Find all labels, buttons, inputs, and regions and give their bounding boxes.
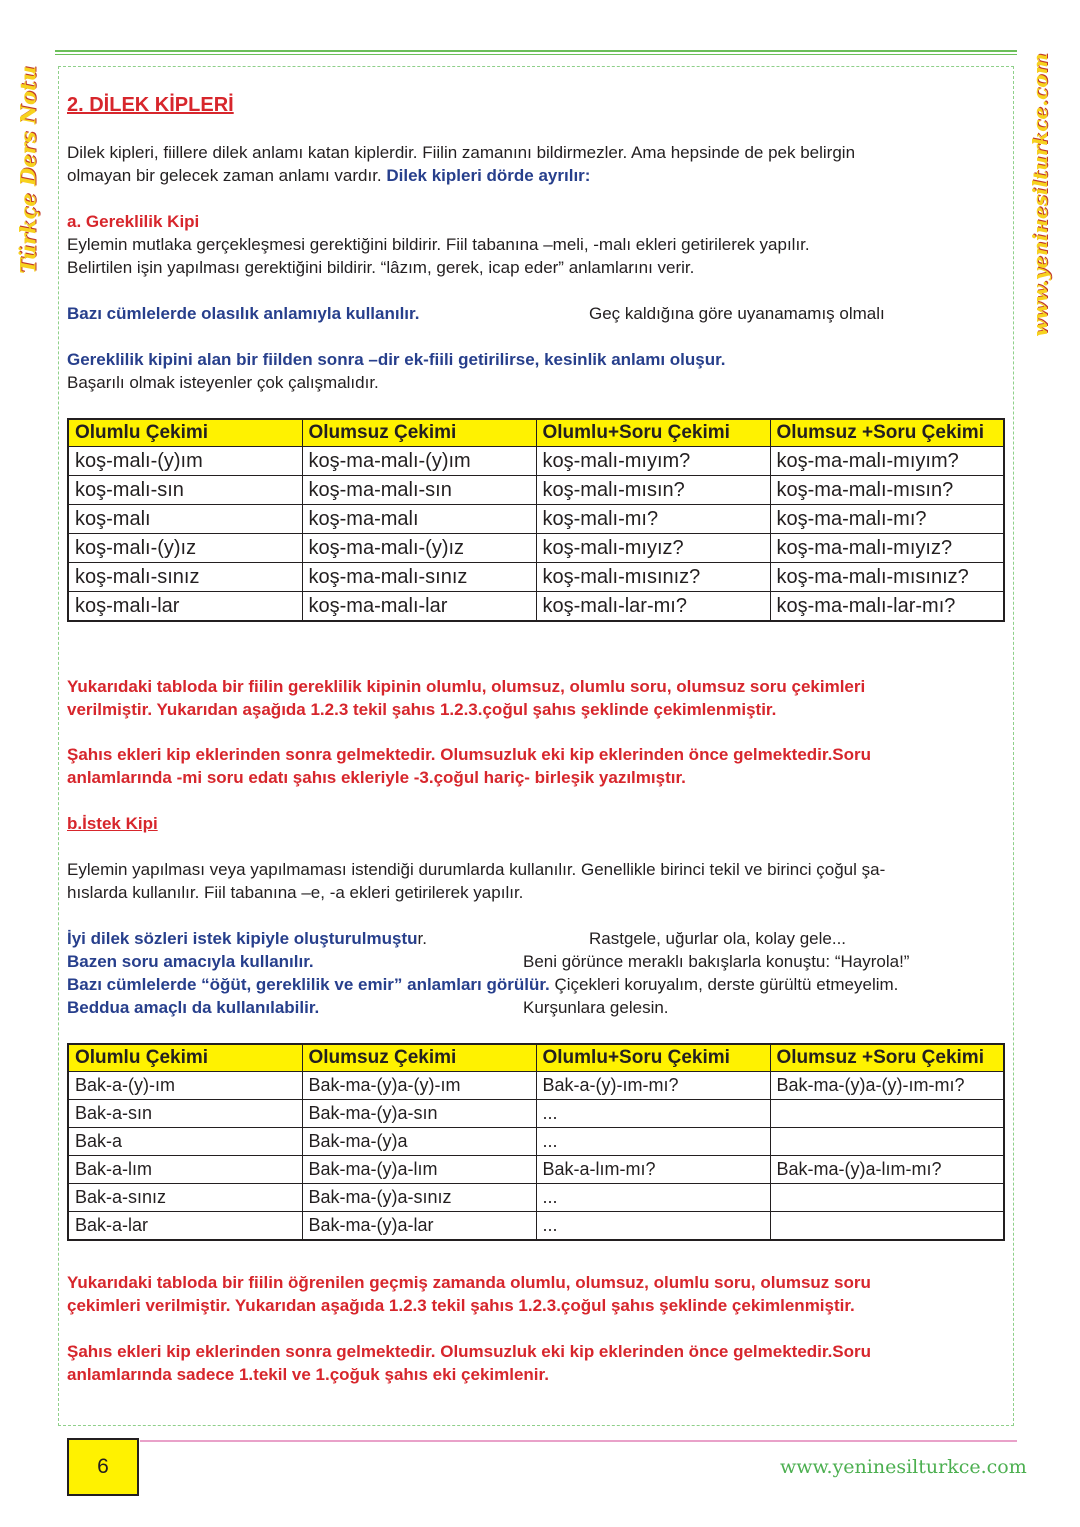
istek-line-2: hıslarda kullanılır. Fiil tabanına –e, -a ekleri getirilerek yapılır.: [67, 883, 524, 902]
column-header: Olumsuz +Soru Çekimi: [770, 419, 1004, 447]
istek-usage-1: [67, 927, 427, 950]
table-cell: koş-ma-malı-mıyım?: [770, 447, 1004, 476]
table-cell: koş-malı-(y)ız: [68, 534, 302, 563]
table-cell: Bak-ma-(y)a-lım: [302, 1156, 536, 1184]
table-header-row: [68, 419, 1004, 447]
istek-line-1: Eylemin yapılması veya yapılmaması istendiği durumlarda kullanılır. Genellikle birinci tekil ve birinci çoğul şa-: [67, 860, 886, 879]
gereklilik-heading: a. Gereklilik Kipi: [67, 212, 200, 231]
table-row: [68, 563, 1004, 592]
note1-line-3: Şahıs ekleri kip eklerinden sonra gelmektedir. Olumsuzluk eki kip eklerinden önce gelmektedir.Soru: [67, 745, 872, 764]
table-row: [68, 534, 1004, 563]
gereklilik-table: [67, 418, 1005, 622]
table-row: [68, 1184, 1004, 1212]
istek-usage-2-example: Beni görünce meraklı bakışlarla konuştu: “Hayrola!”: [523, 952, 910, 971]
table-row: [68, 1156, 1004, 1184]
table-cell: ...: [536, 1128, 770, 1156]
note2-line-2: çekimleri verilmiştir. Yukarıdan aşağıda 1.2.3 tekil şahıs 1.2.3.çoğul şahıs şeklinde çekimlenmiştir.: [67, 1296, 855, 1315]
table-cell: Bak-a-lar: [68, 1212, 302, 1241]
table-cell: [770, 1184, 1004, 1212]
table-cell: [770, 1212, 1004, 1241]
table-cell: ...: [536, 1100, 770, 1128]
table-cell: koş-ma-malı-mısınız?: [770, 563, 1004, 592]
table-cell: Bak-ma-(y)a: [302, 1128, 536, 1156]
table-cell: Bak-a-sınız: [68, 1184, 302, 1212]
table-cell: koş-malı-mıyız?: [536, 534, 770, 563]
table-cell: Bak-ma-(y)a-sın: [302, 1100, 536, 1128]
page-number: 6: [97, 1455, 109, 1478]
note1-line-1: Yukarıdaki tabloda bir fiilin gereklilik kipinin olumlu, olumsuz, olumlu soru, olumsuz soru çekimleri: [67, 677, 866, 696]
table-cell: koş-malı-mı?: [536, 505, 770, 534]
table-cell: koş-malı-mısınız?: [536, 563, 770, 592]
table-cell: koş-malı-mısın?: [536, 476, 770, 505]
column-header: Olumlu+Soru Çekimi: [536, 1044, 770, 1072]
table-cell: Bak-a-lım: [68, 1156, 302, 1184]
intro-line-2-emphasis: Dilek kipleri dörde ayrılır:: [386, 166, 591, 185]
istek-usage-3: [67, 973, 898, 996]
table-cell: koş-malı-sınız: [68, 563, 302, 592]
istek-usage-1-text: İyi dilek sözleri istek kipiyle oluşturulmuştu: [67, 929, 418, 948]
table-cell: koş-malı-sın: [68, 476, 302, 505]
intro-line-2: [67, 164, 590, 187]
table-cell: koş-ma-malı: [302, 505, 536, 534]
gereklilik-line-1: Eylemin mutlaka gerçekleşmesi gerektiğini bildirir. Fiil tabanına –meli, -malı ekleri getirilerek yapılır.: [67, 235, 810, 254]
column-header: Olumlu Çekimi: [68, 1044, 302, 1072]
table-cell: koş-ma-malı-sın: [302, 476, 536, 505]
istek-table: [67, 1043, 1005, 1241]
table-cell: Bak-ma-(y)a-sınız: [302, 1184, 536, 1212]
intro-line-2-text: olmayan bir gelecek zaman anlamı vardır.: [67, 166, 387, 185]
table-cell: Bak-ma-(y)a-lım-mı?: [770, 1156, 1004, 1184]
note2-line-1: Yukarıdaki tabloda bir fiilin öğrenilen geçmiş zamanda olumlu, olumsuz, olumlu soru, olumsuz soru: [67, 1273, 871, 1292]
table-row: [68, 476, 1004, 505]
column-header: Olumlu Çekimi: [68, 419, 302, 447]
table-row: [68, 1128, 1004, 1156]
istek-usage-4-example: Kurşunlara gelesin.: [523, 998, 669, 1017]
page-number-box: [67, 1438, 139, 1496]
top-rule: [55, 50, 1017, 52]
table-cell: koş-malı: [68, 505, 302, 534]
table-cell: Bak-ma-(y)a-lar: [302, 1212, 536, 1241]
table-cell: koş-malı-lar-mı?: [536, 592, 770, 622]
table-cell: koş-ma-malı-(y)ız: [302, 534, 536, 563]
side-url-right: [1018, 53, 1062, 337]
column-header: Olumsuz Çekimi: [302, 1044, 536, 1072]
gereklilik-line-2: Belirtilen işin yapılması gerektiğini bildirir. “lâzım, gerek, icap eder” anlamlarını verir.: [67, 258, 695, 277]
table-row: [68, 447, 1004, 476]
table-cell: Bak-a-(y)-ım: [68, 1072, 302, 1100]
table-row: [68, 1072, 1004, 1100]
istek-usage-3-example: Çiçekleri koruyalım, derste gürültü etmeyelim.: [549, 975, 899, 994]
table-row: [68, 505, 1004, 534]
table-cell: koş-ma-malı-sınız: [302, 563, 536, 592]
istek-heading: b.İstek Kipi: [67, 814, 158, 833]
kesinlik-example: Başarılı olmak isteyenler çok çalışmalıdır.: [67, 373, 379, 392]
table-cell: koş-malı-mıyım?: [536, 447, 770, 476]
intro-line-1: Dilek kipleri, fiillere dilek anlamı katan kiplerdir. Fiilin zamanını bildirmezler. Ama hepsinde de pek belirgin: [67, 143, 856, 162]
table-cell: Bak-a-(y)-ım-mı?: [536, 1072, 770, 1100]
istek-usage-3-text: Bazı cümlelerde “öğüt, gereklilik ve emir” anlamları görülür.: [67, 975, 550, 994]
table-cell: koş-ma-malı-mı?: [770, 505, 1004, 534]
table-cell: koş-malı-lar: [68, 592, 302, 622]
table-row: [68, 592, 1004, 622]
table-cell: Bak-ma-(y)a-(y)-ım-mı?: [770, 1072, 1004, 1100]
table-cell: koş-ma-malı-lar: [302, 592, 536, 622]
table-cell: [770, 1128, 1004, 1156]
side-title-left-text: Türkçe Ders Notu: [15, 66, 41, 274]
note2-line-4: anlamlarında sadece 1.tekil ve 1.çoğuk şahıs eki çekimlenir.: [67, 1365, 549, 1384]
table-cell: koş-ma-malı-mıyız?: [770, 534, 1004, 563]
table-cell: Bak-a-lım-mı?: [536, 1156, 770, 1184]
note1-line-4: anlamlarında -mi soru edatı şahıs ekleriyle -3.çoğul hariç- birleşik yazılmıştır.: [67, 768, 686, 787]
table-cell: ...: [536, 1212, 770, 1241]
istek-usage-4: Beddua amaçlı da kullanılabilir.: [67, 998, 320, 1017]
table-cell: koş-ma-malı-mısın?: [770, 476, 1004, 505]
note1-line-2: verilmiştir. Yukarıdan aşağıda 1.2.3 tekil şahıs 1.2.3.çoğul şahıs şeklinde çekimlenmiştir.: [67, 700, 777, 719]
istek-usage-1-example: Rastgele, uğurlar ola, kolay gele...: [589, 929, 847, 948]
kesinlik-text: Gereklilik kipini alan bir fiilden sonra –dir ek-fiili getirilirse, kesinlik anlamı oluşur.: [67, 350, 726, 369]
page-title: 2. DİLEK KİPLERİ: [67, 94, 234, 116]
table-header-row: [68, 1044, 1004, 1072]
side-url-right-text: www.yenінesilturkce.com: [1028, 53, 1052, 337]
column-header: Olumsuz +Soru Çekimi: [770, 1044, 1004, 1072]
table-row: [68, 1212, 1004, 1241]
table-cell: koş-malı-(y)ım: [68, 447, 302, 476]
footer-url[interactable]: www.yeninesilturkce.com: [780, 1456, 1027, 1478]
table-cell: koş-ma-malı-(y)ım: [302, 447, 536, 476]
table-cell: Bak-a-sın: [68, 1100, 302, 1128]
column-header: Olumlu+Soru Çekimi: [536, 419, 770, 447]
istek-usage-1-tail: r.: [417, 929, 427, 948]
table-cell: [770, 1100, 1004, 1128]
top-rule-thin: [55, 54, 1017, 55]
table-cell: ...: [536, 1184, 770, 1212]
olasilik-example: Geç kaldığına göre uyanamamış olmalı: [589, 304, 885, 323]
table-cell: Bak-a: [68, 1128, 302, 1156]
table-row: [68, 1100, 1004, 1128]
side-title-left: [6, 40, 50, 300]
olasilik-text: Bazı cümlelerde olasılık anlamıyla kullanılır.: [67, 304, 420, 323]
table-cell: Bak-ma-(y)a-(y)-ım: [302, 1072, 536, 1100]
note2-line-3: Şahıs ekleri kip eklerinden sonra gelmektedir. Olumsuzluk eki kip eklerinden önce gelmektedir.Soru: [67, 1342, 872, 1361]
istek-usage-2: Bazen soru amacıyla kullanılır.: [67, 952, 314, 971]
column-header: Olumsuz Çekimi: [302, 419, 536, 447]
bottom-rule: [140, 1440, 1017, 1442]
table-cell: koş-ma-malı-lar-mı?: [770, 592, 1004, 622]
